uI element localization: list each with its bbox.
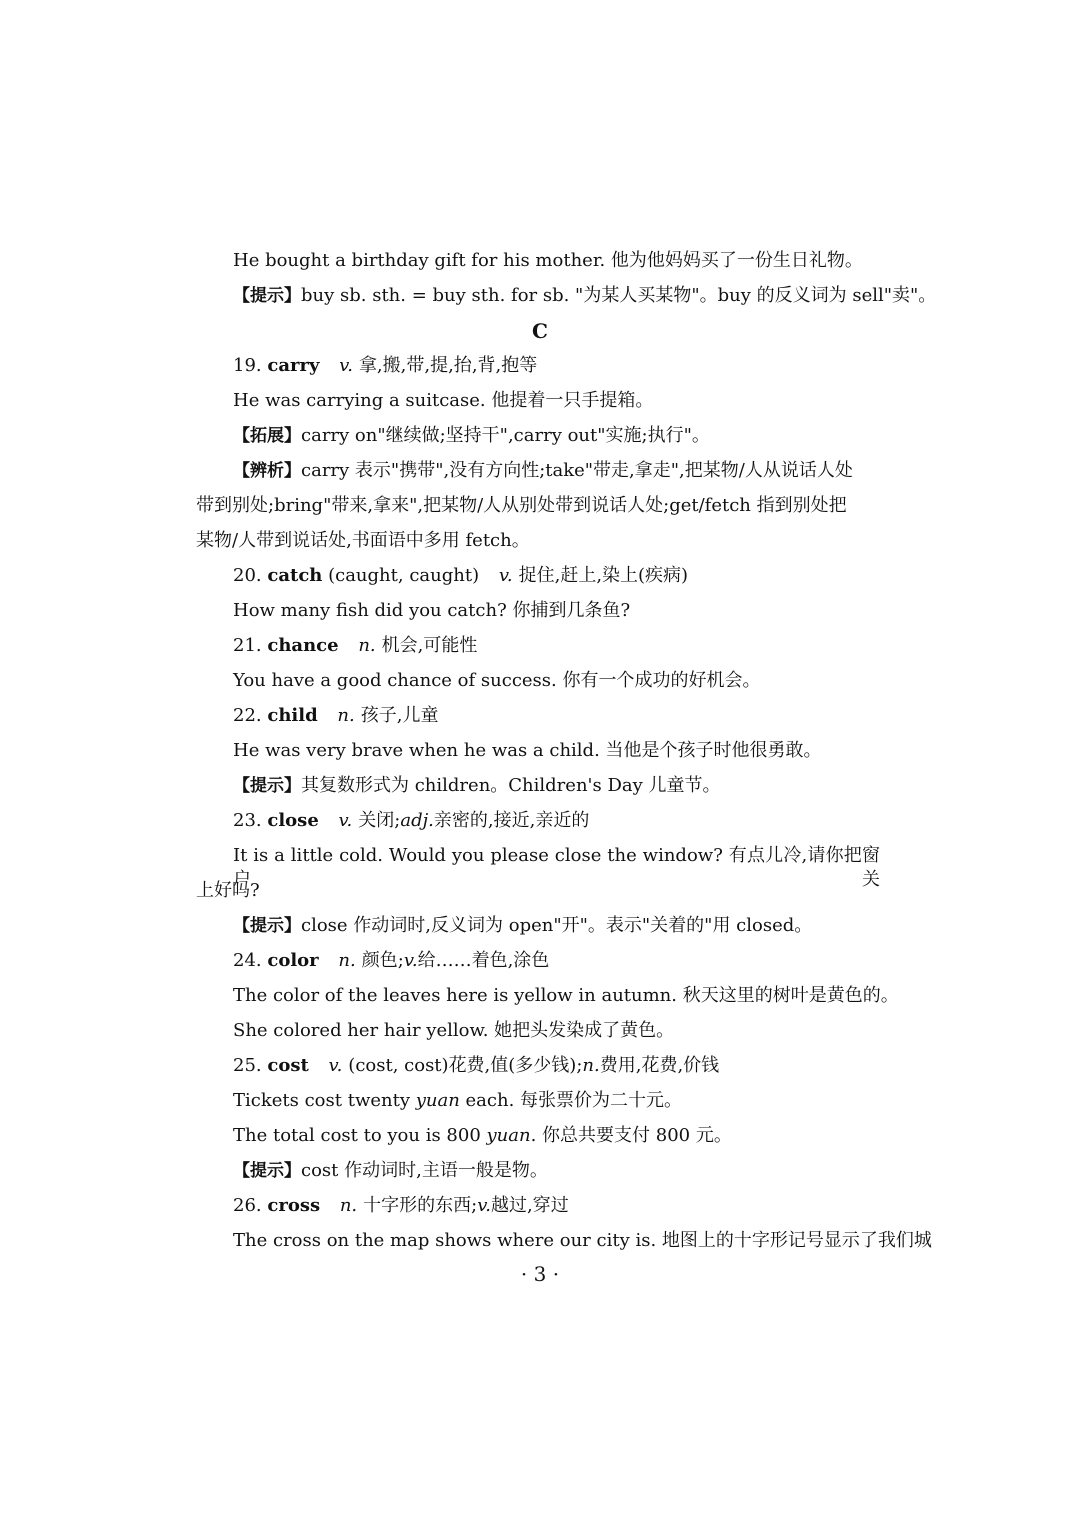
part-of-speech: n. <box>337 705 355 726</box>
analysis-tag: 【辨析】 <box>233 461 301 481</box>
tip-text: cost 作动词时,主语一般是物。 <box>301 1160 548 1181</box>
definition-2: 亲密的,接近,亲近的 <box>433 810 590 831</box>
part-of-speech-2: v. <box>477 1195 491 1216</box>
headword: color <box>267 950 319 971</box>
tip-note <box>233 1159 548 1183</box>
part-of-speech: n. <box>358 635 376 656</box>
entry-number: 19. <box>233 355 262 376</box>
analysis-continuation: 某物/人带到说话处,书面语中多用 fetch。 <box>196 530 530 551</box>
example-sentence: He was carrying a suitcase. 他提着一只手提箱。 <box>233 390 654 411</box>
extension-text: carry on"继续做;坚持干",carry out"实施;执行"。 <box>301 425 710 446</box>
part-of-speech: n. <box>338 950 356 971</box>
example-sentence <box>233 1124 732 1148</box>
entry-number: 22. <box>233 705 262 726</box>
example-sentence: How many fish did you catch? 你捕到几条鱼? <box>233 600 631 621</box>
entry-chance <box>233 634 477 658</box>
headword: child <box>267 705 318 726</box>
headword: cross <box>267 1195 321 1216</box>
part-of-speech: v. <box>338 810 353 831</box>
example-sentence: You have a good chance of success. 你有一个成功的好机会。 <box>233 670 761 691</box>
definition: 拿,搬,带,提,抬,背,抱等 <box>358 355 538 376</box>
entry-cost <box>233 1054 719 1078</box>
example-sentence: He bought a birthday gift for his mother. 他为他妈妈买了一份生日礼物。 <box>233 250 863 271</box>
part-of-speech-2: n. <box>582 1055 600 1076</box>
headword: carry <box>267 355 320 376</box>
example-sentence: It is a little cold. Would you please close the window? 有点儿冷,请你把窗户关 <box>233 845 880 890</box>
example-sentence <box>233 1089 682 1113</box>
definition-2: 给……着色,涂色 <box>417 950 550 971</box>
entry-number: 25. <box>233 1055 262 1076</box>
verb-forms: (caught, caught) <box>328 565 480 586</box>
sentence-part: each. 每张票价为二十元。 <box>459 1090 683 1111</box>
example-sentence: She colored her hair yellow. 她把头发染成了黄色。 <box>233 1020 675 1041</box>
sentence-part: The total cost to you is 800 <box>233 1125 487 1146</box>
entry-cross <box>233 1194 569 1218</box>
headword: close <box>267 810 319 831</box>
definition-2: 越过,穿过 <box>491 1195 569 1216</box>
definition: 机会,可能性 <box>381 635 478 656</box>
definition: 十字形的东西; <box>363 1195 478 1216</box>
definition: (cost, cost)花费,值(多少钱); <box>348 1055 583 1076</box>
entry-number: 23. <box>233 810 262 831</box>
entry-number: 26. <box>233 1195 262 1216</box>
extension-tag: 【拓展】 <box>233 426 301 446</box>
tip-tag: 【提示】 <box>233 1161 301 1181</box>
section-letter: C <box>532 319 548 343</box>
sentence-part: . 你总共要支付 800 元。 <box>530 1125 732 1146</box>
example-sentence: He was very brave when he was a child. 当他是个孩子时他很勇敢。 <box>233 740 822 761</box>
definition: 关闭; <box>358 810 401 831</box>
part-of-speech: v. <box>339 355 353 376</box>
part-of-speech-2: v. <box>403 950 418 971</box>
italic-word: yuan <box>415 1090 460 1111</box>
definition: 颜色; <box>361 950 404 971</box>
part-of-speech: n. <box>339 1195 358 1216</box>
headword: catch <box>267 565 323 586</box>
tip-note <box>233 284 936 308</box>
definition: 捉住,赶上,染上(疾病) <box>518 565 689 586</box>
definition-2: 费用,花费,价钱 <box>599 1055 720 1076</box>
analysis-continuation: 带到别处;bring"带来,拿来",把某物/人从别处带到说话人处;get/fetch 指到别处把 <box>196 495 847 516</box>
tip-tag: 【提示】 <box>233 776 301 796</box>
entry-carry <box>233 354 537 378</box>
definition: 孩子,儿童 <box>360 705 439 726</box>
tip-note <box>233 774 721 798</box>
entry-close <box>233 809 589 833</box>
entry-number: 20. <box>233 565 262 586</box>
tip-tag: 【提示】 <box>233 286 301 306</box>
entry-number: 24. <box>233 950 262 971</box>
entry-number: 21. <box>233 635 262 656</box>
extension-note <box>233 424 710 448</box>
page-number <box>0 1262 1080 1288</box>
tip-note <box>233 914 812 938</box>
tip-text: 其复数形式为 children。Children's Day 儿童节。 <box>301 775 721 796</box>
page-number-text: · 3 · <box>520 1262 560 1286</box>
section-heading <box>0 319 1080 345</box>
entry-catch <box>233 564 688 588</box>
italic-word: yuan <box>486 1125 531 1146</box>
analysis-text: carry 表示"携带",没有方向性;take"带走,拿走",把某物/人从说话人处 <box>301 460 853 481</box>
tip-text: buy sb. sth. = buy sth. for sb. "为某人买某物"。buy 的反义词为 sell"卖"。 <box>301 285 937 306</box>
example-sentence: The cross on the map shows where our city is. 地图上的十字形记号显示了我们城 <box>233 1230 932 1251</box>
part-of-speech-2: adj. <box>400 810 434 831</box>
tip-text: close 作动词时,反义词为 open"开"。表示"关着的"用 closed。 <box>301 915 813 936</box>
sentence-part: Tickets cost twenty <box>233 1090 416 1111</box>
part-of-speech: v. <box>328 1055 343 1076</box>
example-sentence: The color of the leaves here is yellow in autumn. 秋天这里的树叶是黄色的。 <box>233 985 899 1006</box>
example-continuation: 上好吗? <box>196 880 260 901</box>
analysis-note <box>233 459 853 483</box>
tip-tag: 【提示】 <box>233 916 301 936</box>
part-of-speech: v. <box>498 565 513 586</box>
headword: cost <box>267 1055 309 1076</box>
entry-child <box>233 704 438 728</box>
headword: chance <box>267 635 339 656</box>
entry-color <box>233 949 549 973</box>
